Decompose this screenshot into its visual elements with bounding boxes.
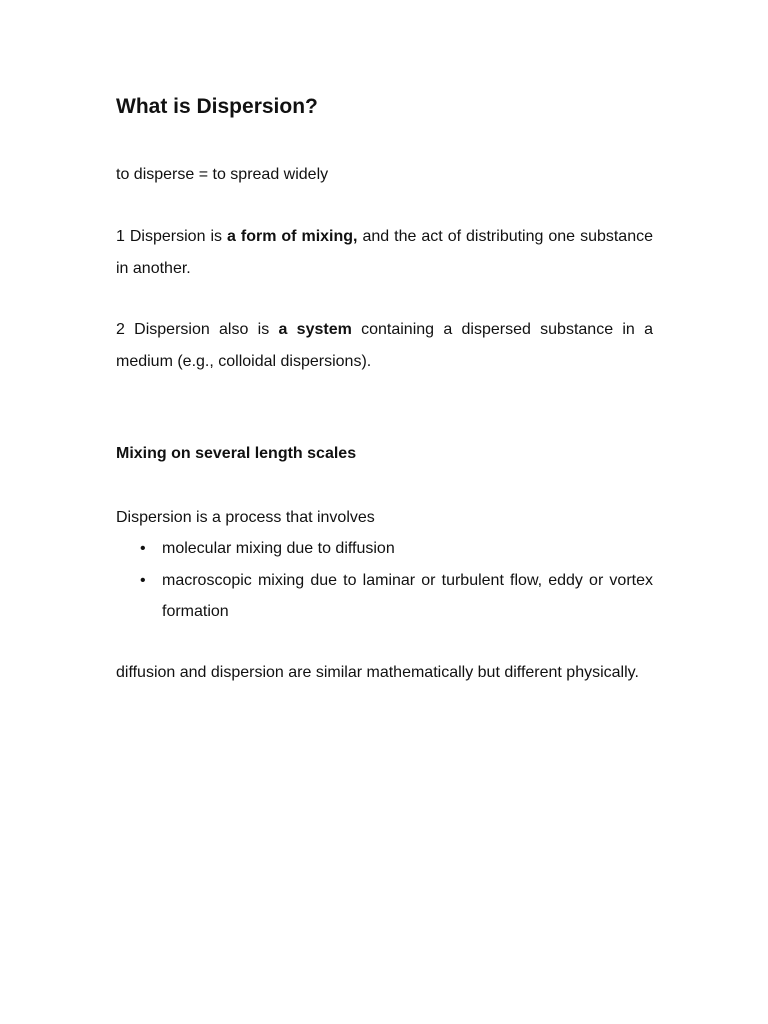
point-2-bold: a system (278, 321, 352, 338)
point-1-paragraph (116, 221, 653, 284)
point-2-prefix: 2 Dispersion also is (116, 321, 279, 338)
page-title: What is Dispersion? (116, 95, 318, 118)
definition-text: to disperse = to spread widely (116, 166, 329, 183)
point-1-bold: a form of mixing, (226, 228, 358, 245)
point-1-suffix: and the act of distributing one substance in another. (116, 228, 654, 277)
list-item (116, 533, 653, 565)
process-bullet-list (116, 533, 653, 628)
conclusion-paragraph: diffusion and dispersion are similar mathematically but different physically. (116, 664, 639, 681)
section-title: Mixing on several length scales (116, 445, 357, 462)
process-intro: Dispersion is a process that involves (116, 509, 375, 526)
point-2-paragraph (116, 314, 653, 377)
point-2-suffix: containing a dispersed substance in a medium (e.g., colloidal dispersions). (116, 321, 653, 370)
bullet-text: macroscopic mixing due to laminar or turbulent flow, eddy or vortex formation (162, 571, 653, 620)
list-item (116, 565, 653, 628)
bullet-icon: • (140, 571, 146, 589)
bullet-text: molecular mixing due to diffusion (162, 540, 395, 557)
bullet-icon: • (140, 540, 146, 557)
point-1-prefix: 1 Dispersion is (116, 228, 227, 245)
